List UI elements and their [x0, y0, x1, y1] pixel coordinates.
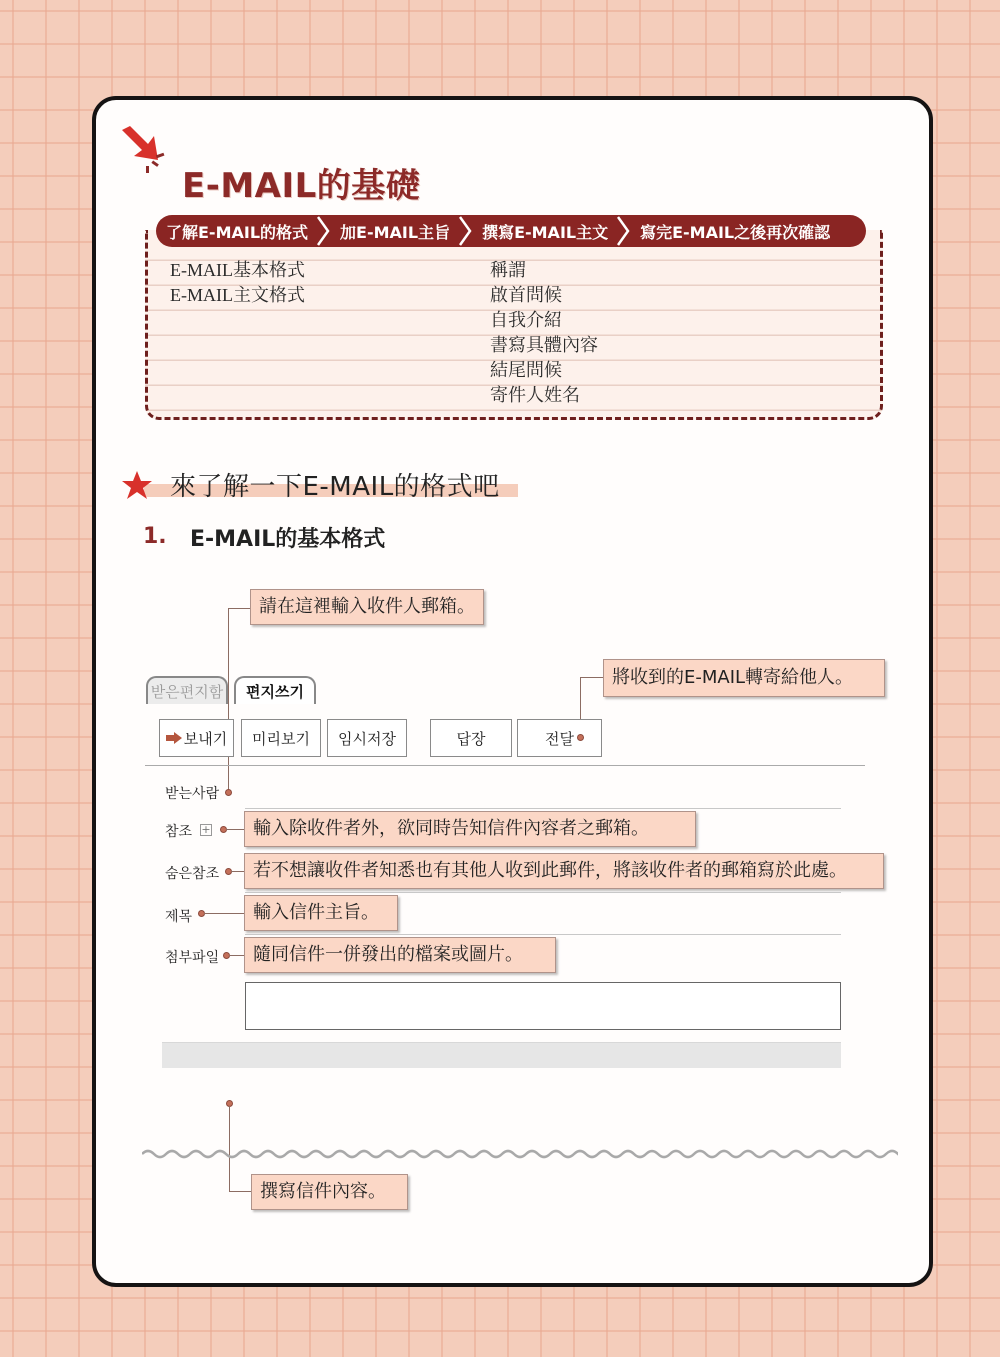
- callout-connector: [580, 677, 604, 678]
- callout-cc: 輸入除收件者外，欲同時告知信件內容者之郵箱。: [244, 811, 696, 847]
- editor-toolbar-bar: [162, 1042, 841, 1068]
- field-divider: [245, 934, 841, 935]
- bcc-label: 숨은참조: [165, 866, 220, 882]
- outline-right-column: [490, 258, 598, 408]
- arrow-pointer-icon: [118, 124, 174, 176]
- outline-item: 書寫具體內容: [490, 335, 598, 355]
- field-divider: [245, 892, 841, 893]
- outline-item: 結尾問候: [490, 360, 562, 380]
- callout-forward: 將收到的E-MAIL轉寄給他人。: [603, 659, 885, 697]
- callout-body: 撰寫信件內容。: [251, 1174, 408, 1210]
- callout-to: 請在這裡輸入收件人郵箱。: [250, 589, 484, 625]
- subsection-title: E-MAIL的基本格式: [190, 527, 386, 552]
- callout-connector: [228, 608, 250, 609]
- callout-bcc: 若不想讓收件者知悉也有其他人收到此郵件，將該收件者的郵箱寫於此處。: [244, 853, 884, 889]
- wavy-divider: [142, 1147, 898, 1161]
- field-divider: [245, 808, 841, 809]
- breadcrumb-step-4: 寫完E-MAIL之後再次確認: [640, 222, 831, 242]
- callout-attachment: 隨同信件一併發出的檔案或圖片。: [244, 937, 556, 973]
- star-icon: [121, 470, 153, 500]
- callout-subject: 輸入信件主旨。: [244, 895, 398, 931]
- section-title: 來了解一下E-MAIL的格式吧: [170, 472, 500, 502]
- attachment-label: 첨부파일: [165, 950, 220, 966]
- callout-connector: [229, 1191, 251, 1192]
- outline-item: 自我介紹: [490, 310, 562, 330]
- marker-dot: [225, 789, 232, 796]
- breadcrumb-step-1: 了解E-MAIL的格式: [166, 222, 309, 242]
- subject-label: 제목: [165, 909, 193, 925]
- callout-connector: [229, 955, 244, 956]
- arrow-right-icon: [166, 732, 182, 744]
- attachment-area[interactable]: [245, 982, 841, 1030]
- preview-button[interactable]: 미리보기: [241, 719, 321, 757]
- outline-item: E-MAIL主文格式: [170, 285, 305, 305]
- save-draft-button[interactable]: 임시저장: [327, 719, 407, 757]
- outline-item: 稱謂: [490, 260, 526, 280]
- cc-expand-icon[interactable]: +: [201, 823, 211, 836]
- to-label: 받는사람: [165, 786, 220, 802]
- tab-compose[interactable]: 편지쓰기: [234, 676, 316, 704]
- outline-item: E-MAIL基本格式: [170, 260, 305, 280]
- page-title: E-MAIL的基礎: [182, 166, 421, 206]
- outline-item: 寄件人姓名: [490, 385, 580, 405]
- callout-connector: [231, 871, 244, 872]
- send-button[interactable]: [159, 719, 234, 757]
- breadcrumb-step-2: 加E-MAIL主旨: [340, 222, 451, 242]
- chevron-right-icon: [616, 215, 630, 247]
- outline-item: 啟首問候: [490, 285, 562, 305]
- tab-inbox[interactable]: 받은편지함: [146, 676, 228, 704]
- cc-label: 참조: [165, 824, 193, 840]
- breadcrumb-step-3: 撰寫E-MAIL主文: [482, 222, 609, 242]
- chevron-right-icon: [316, 215, 330, 247]
- toolbar-divider: [145, 765, 865, 766]
- send-label: 보내기: [183, 729, 228, 748]
- outline-left-column: [170, 258, 305, 308]
- reply-button[interactable]: 답장: [430, 719, 512, 757]
- callout-connector: [226, 829, 244, 830]
- breadcrumb: [156, 215, 866, 247]
- forward-button[interactable]: 전달: [517, 719, 602, 757]
- subsection-number: 1.: [143, 524, 167, 549]
- callout-connector: [204, 913, 244, 914]
- marker-dot: [577, 734, 584, 741]
- chevron-right-icon: [458, 215, 472, 247]
